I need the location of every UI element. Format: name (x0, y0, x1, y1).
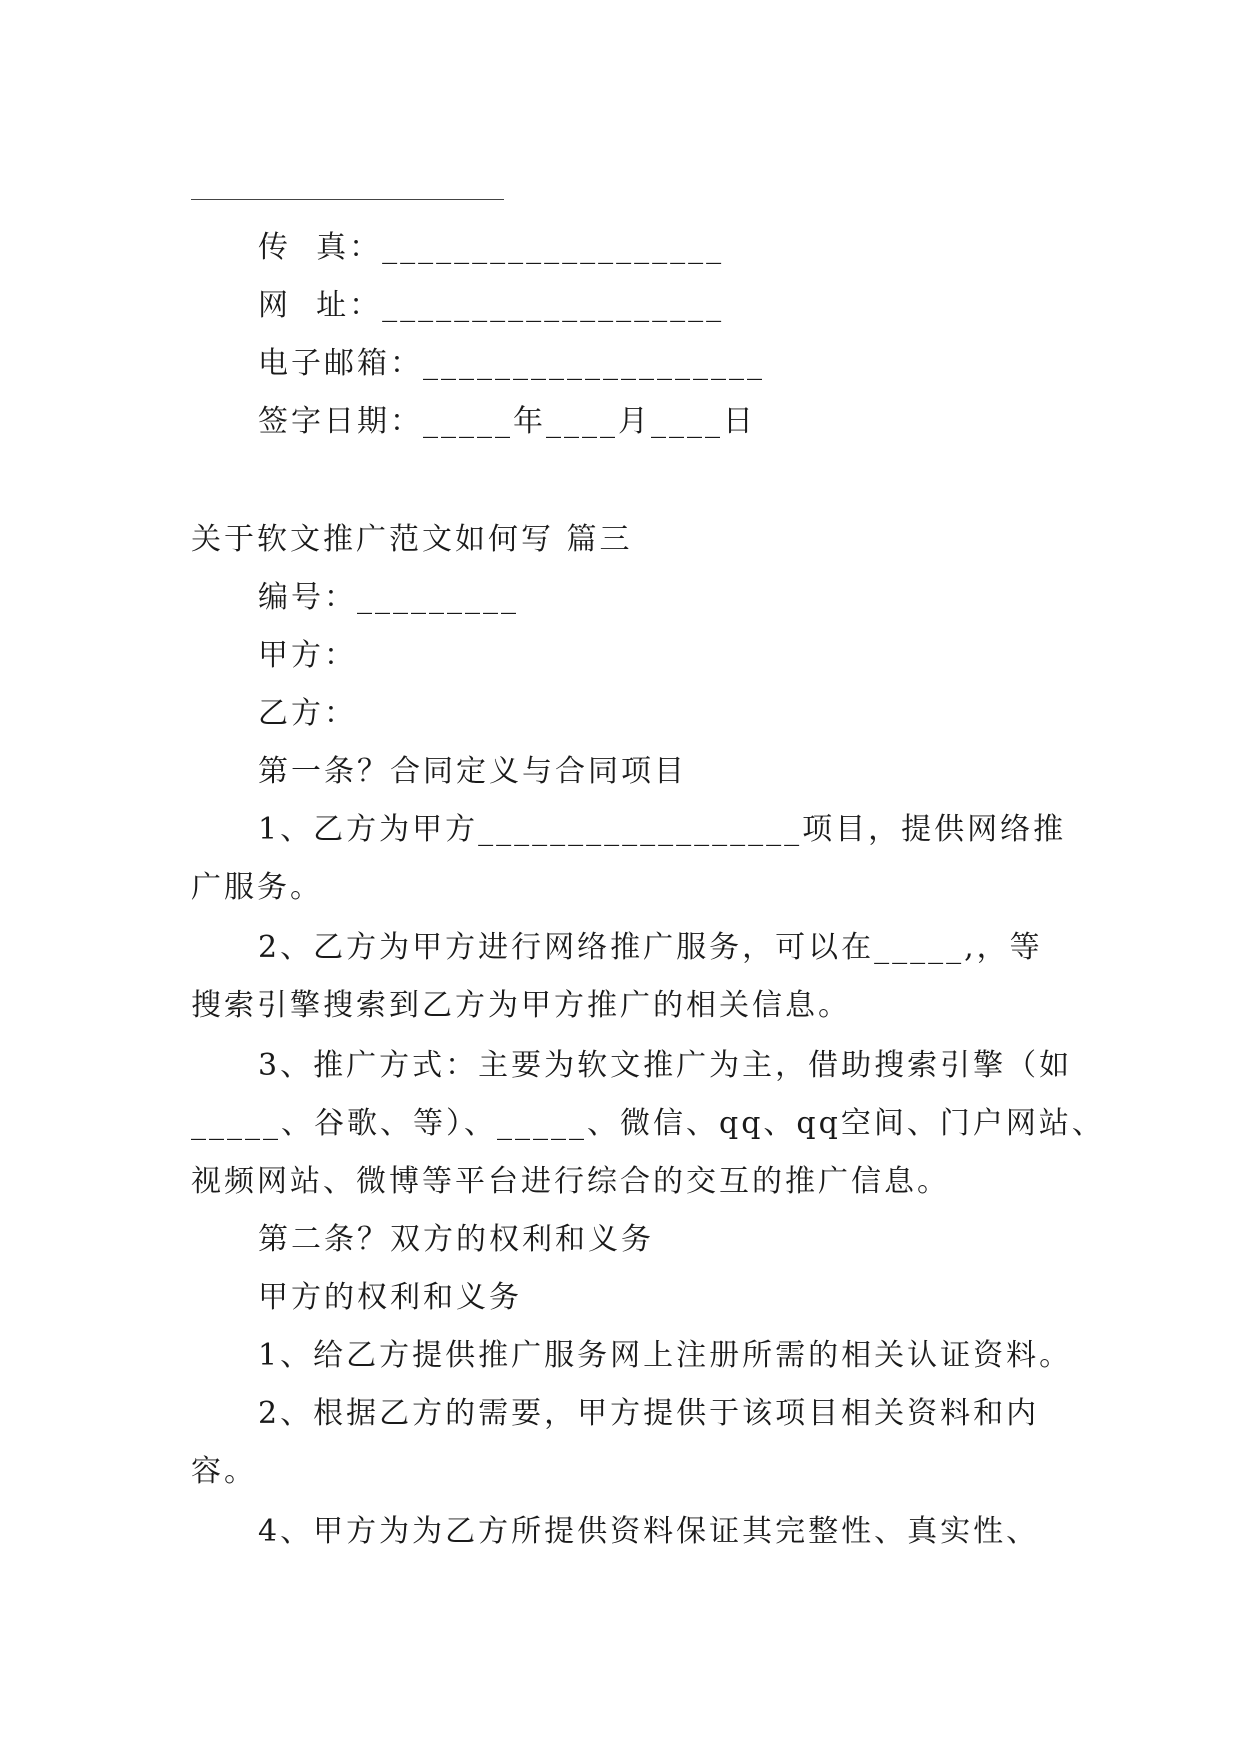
party-b-line: 乙方： (258, 696, 357, 731)
fax-line: 传 真：___________________ (258, 230, 725, 265)
website-line: 网 址：___________________ (258, 288, 725, 323)
section-heading: 关于软文推广范文如何写 篇三 (191, 522, 633, 557)
clause-3-line-3: 视频网站、微博等平台进行综合的交互的推广信息。 (191, 1164, 950, 1199)
email-line: 电子邮箱：___________________ (258, 346, 765, 381)
sign-date-line: 签字日期：_____年____月____日 (258, 404, 756, 439)
party-a-line: 甲方： (258, 638, 357, 673)
clause-1-line-2: 广服务。 (191, 870, 323, 905)
rights-clause-4-line-1: 4、甲方为为乙方所提供资料保证其完整性、真实性、 (258, 1514, 1040, 1549)
article-one-heading: 第一条？合同定义与合同项目 (258, 754, 687, 789)
rights-clause-1: 1、给乙方提供推广服务网上注册所需的相关认证资料。 (258, 1338, 1073, 1373)
rights-clause-2-line-2: 容。 (191, 1454, 257, 1489)
clause-2-line-2: 搜索引擎搜索到乙方为甲方推广的相关信息。 (191, 988, 851, 1023)
number-line: 编号：_________ (258, 580, 519, 615)
top-underline (191, 199, 504, 200)
article-two-heading: 第二条？双方的权利和义务 (258, 1222, 654, 1257)
clause-2-line-1: 2、乙方为甲方进行网络推广服务，可以在_____,，等 (258, 930, 1043, 965)
clause-1-line-1: 1、乙方为甲方__________________项目，提供网络推 (258, 812, 1067, 847)
party-a-rights-heading: 甲方的权利和义务 (258, 1280, 522, 1315)
clause-3-line-2: _____、谷歌、等）、_____、微信、qq、qq空间、门户网站、 (191, 1106, 1105, 1141)
rights-clause-2-line-1: 2、根据乙方的需要，甲方提供于该项目相关资料和内 (258, 1396, 1040, 1431)
clause-3-line-1: 3、推广方式：主要为软文推广为主，借助搜索引擎（如 (258, 1048, 1073, 1083)
